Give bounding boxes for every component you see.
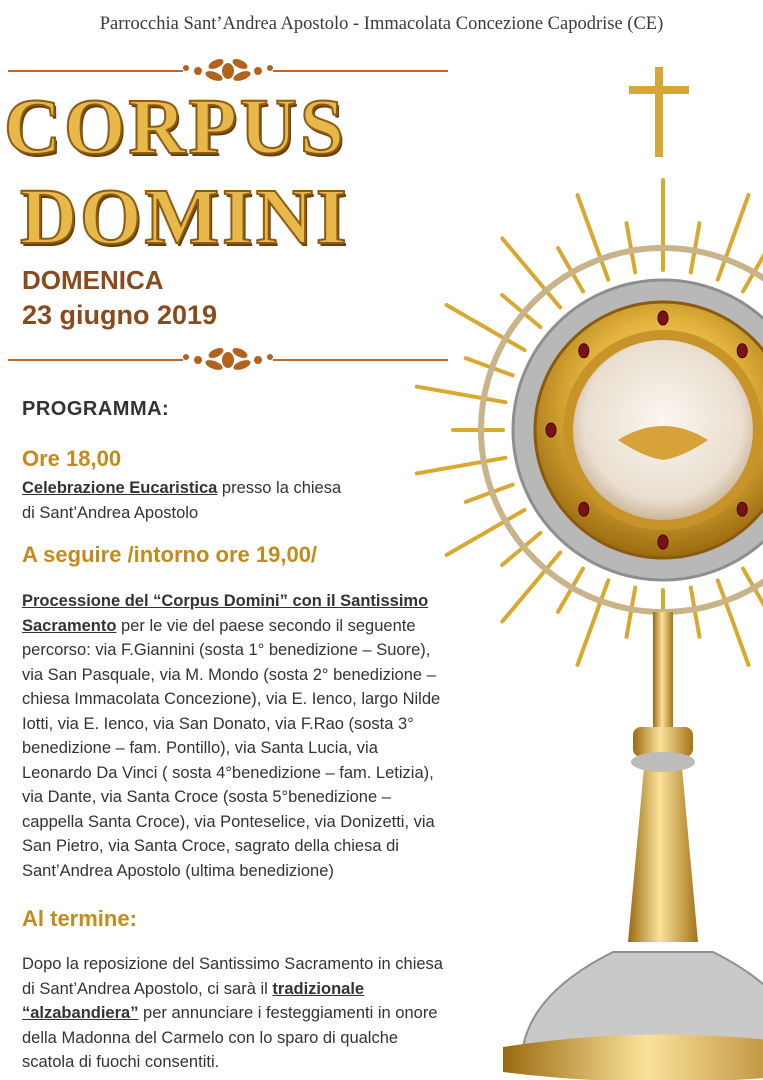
closing-line: per annunciare i festeggiamenti in onore — [138, 1004, 438, 1022]
section3-time: Al termine: — [22, 906, 137, 931]
alzabandiera-label: “alzabandiera” — [22, 1004, 139, 1022]
procession-line: chiesa Immacolata Concezione), via E. Ienco, largo Nilde — [22, 690, 441, 708]
procession-title: Processione del “Corpus Domini” con il Santissimo — [22, 592, 429, 610]
event-day: DOMENICA — [22, 265, 164, 295]
procession-line: Sant’Andrea Apostolo (ultima benedizione) — [22, 861, 334, 880]
procession-sacramento: Sacramento — [22, 616, 117, 635]
procession-line: percorso: via F.Giannini (sosta 1° benedizione – Suore), — [22, 641, 431, 659]
closing-line: della Madonna del Carmelo con lo sparo di qualche — [22, 1028, 399, 1047]
closing-line: Dopo la reposizione del Santissimo Sacramento in chiesa — [22, 955, 443, 973]
ornament-divider-top — [8, 56, 448, 86]
procession-line: Leonardo Da Vinci ( sosta 4°benedizione – fam. Letizia), — [22, 763, 434, 782]
procession-line: via San Pasquale, via M. Mondo (sosta 2° benedizione – — [22, 665, 436, 684]
closing-line: scatola di fuochi consentiti. — [22, 1053, 220, 1071]
title-corpus: CORPUS — [4, 84, 347, 171]
flourish-ornament-icon — [170, 345, 286, 375]
procession-line: benedizione – fam. Pontillo), via Santa Lucia, via — [22, 739, 378, 757]
section1-text — [22, 476, 341, 525]
celebration-label: Celebrazione Eucaristica — [22, 479, 218, 497]
procession-text — [22, 589, 440, 883]
closing-text — [22, 952, 443, 1075]
section2-time: A seguire /intorno ore 19,00/ — [22, 542, 318, 567]
monstrance-illustration — [383, 62, 763, 1080]
flourish-ornament-icon — [170, 56, 286, 86]
ornament-divider-bottom — [8, 345, 448, 375]
closing-line: di Sant’Andrea Apostolo, ci sarà il — [22, 979, 273, 998]
section1-line2: di Sant’Andrea Apostolo — [22, 503, 199, 522]
title-domini: DOMINI — [20, 174, 350, 261]
tradizionale-label: tradizionale — [272, 979, 365, 998]
procession-line: per le vie del paese secondo il seguente — [116, 616, 416, 635]
program-heading: PROGRAMMA: — [22, 398, 170, 420]
parish-header: Parrocchia Sant’Andrea Apostolo - Immacolata Concezione Capodrise (CE) — [99, 14, 664, 34]
event-date: 23 giugno 2019 — [22, 300, 218, 330]
section1-rest: presso la chiesa — [217, 479, 342, 497]
section1-time: Ore 18,00 — [22, 446, 122, 471]
procession-line: cappella Santa Croce), via Ponteselice, via Donizetti, via — [22, 812, 435, 831]
procession-line: via Dante, via Santa Croce (sosta 5°benedizione – — [22, 788, 391, 806]
procession-line: San Pietro, via Santa Croce, sagrato della chiesa di — [22, 837, 399, 855]
procession-line: Iotti, via E. Ienco, via San Donato, via F.Rao (sosta 3° — [22, 714, 414, 733]
